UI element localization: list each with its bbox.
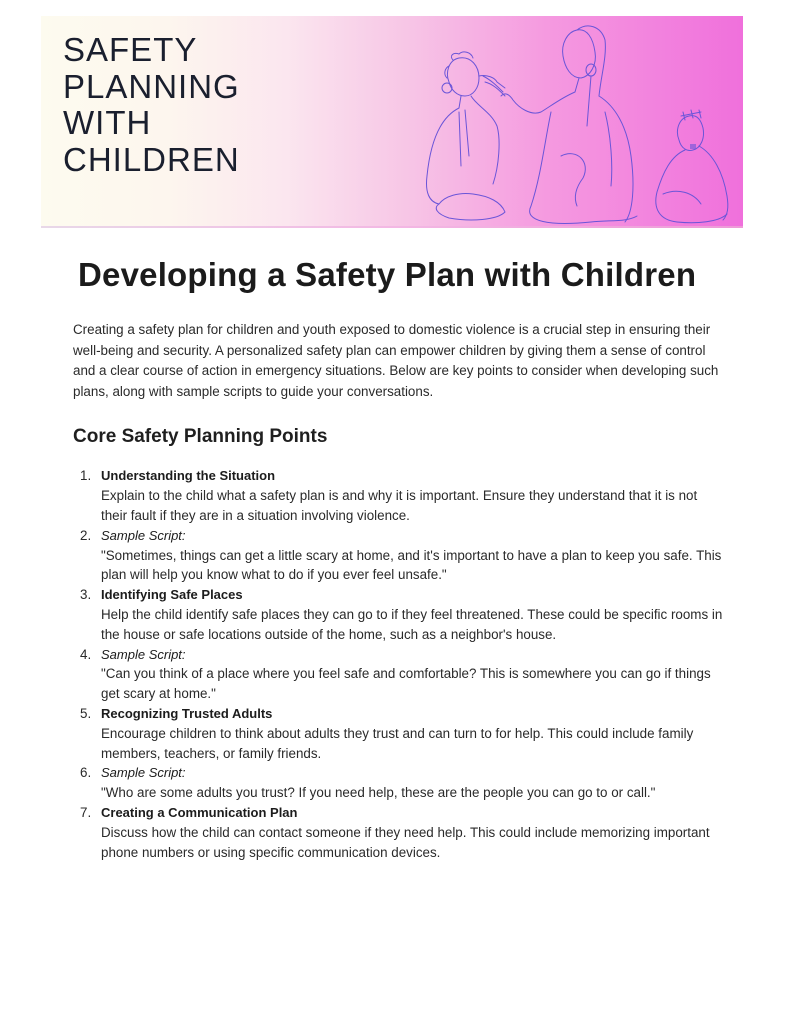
list-item-body: Discuss how the child can contact someone if they need help. This could include memorizing important phone numbers or using specific communication devices. xyxy=(101,824,710,860)
list-item-title: Recognizing Trusted Adults xyxy=(101,705,273,721)
list-item xyxy=(73,704,723,763)
banner-divider xyxy=(41,226,743,228)
list-number: 5. xyxy=(80,705,92,721)
list-number: 2. xyxy=(80,527,92,543)
banner-title-line: CHILDREN xyxy=(63,140,240,178)
list-number: 7. xyxy=(80,804,92,820)
list-item-title: Identifying Safe Places xyxy=(101,587,243,603)
list-item-body: "Can you think of a place where you feel safe and comfortable? This is somewhere you can go if things get scary at home." xyxy=(101,666,711,702)
list-number: 1. xyxy=(80,468,92,484)
banner-title-line: SAFETY xyxy=(63,31,198,68)
list-item xyxy=(73,645,723,704)
banner-title-line: WITH xyxy=(63,104,152,141)
header-banner xyxy=(41,16,743,226)
list-item xyxy=(73,803,723,862)
banner-title xyxy=(63,32,240,178)
list-item-title: Creating a Communication Plan xyxy=(101,804,298,820)
list-number: 3. xyxy=(80,587,92,603)
intro-paragraph: Creating a safety plan for children and youth exposed to domestic violence is a crucial step in ensuring their well-being and security. A personalized safety plan can empower children by giving them a sense of control and a clear course of action in emergency situations. Below are key points to consider when developing such plans, along with sample scripts to guide your conversations. xyxy=(73,322,719,399)
section-heading: Core Safety Planning Points xyxy=(73,426,328,448)
list-item xyxy=(73,526,723,585)
document-body xyxy=(73,250,723,862)
list-item-title: Sample Script: xyxy=(101,765,186,781)
page-title: Developing a Safety Plan with Children xyxy=(78,256,697,293)
list-item-body: Help the child identify safe places they can go to if they feel threatened. These could be specific rooms in the house or safe locations outside of the home, such as a neighbor's house. xyxy=(101,606,723,642)
list-item xyxy=(73,466,723,525)
list-item xyxy=(73,763,723,803)
list-item-body: Encourage children to think about adults they trust and can turn to for help. This could include family members, teachers, or family friends. xyxy=(101,725,694,761)
list-item-title: Understanding the Situation xyxy=(101,468,276,484)
safety-points-list xyxy=(73,466,723,862)
list-number: 6. xyxy=(80,765,92,781)
list-number: 4. xyxy=(80,646,92,662)
list-item-title: Sample Script: xyxy=(101,646,186,662)
list-item-title: Sample Script: xyxy=(101,527,186,543)
list-item-body: "Sometimes, things can get a little scary at home, and it's important to have a plan to keep you safe. This plan will help you know what to do if you ever feel unsafe." xyxy=(101,547,722,583)
list-item xyxy=(73,585,723,644)
list-item-body: "Who are some adults you trust? If you need help, these are the people you can go to or call." xyxy=(101,785,656,801)
banner-title-line: PLANNING xyxy=(63,67,240,105)
list-item-body: Explain to the child what a safety plan is and why it is important. Ensure they understand that it is not their fault if they are in a situation involving violence. xyxy=(101,488,698,523)
line-drawing-women-and-children-icon xyxy=(401,16,743,226)
